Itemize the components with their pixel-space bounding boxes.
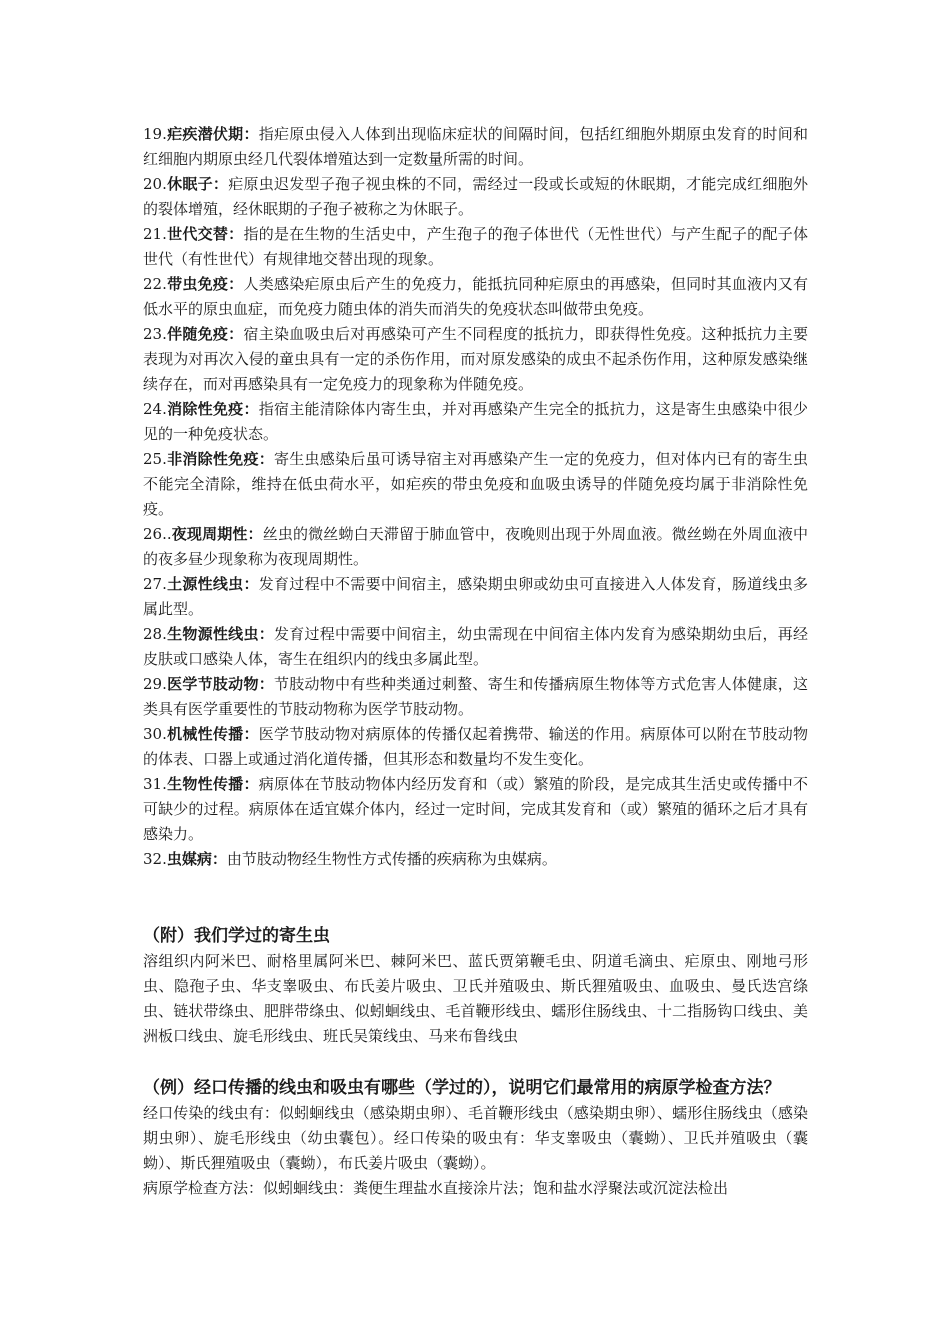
definition-entry xyxy=(143,322,808,397)
example-answer-2: 病原学检查方法：似蚓蛔线虫：粪便生理盐水直接涂片法；饱和盐水浮聚法或沉淀法检出 xyxy=(143,1179,729,1197)
definition-number: 27. xyxy=(143,575,167,593)
definition-number: 30. xyxy=(143,725,167,743)
definition-entry xyxy=(143,772,808,847)
appendix-title: （附）我们学过的寄生虫 xyxy=(143,926,330,946)
definition-entry xyxy=(143,447,808,522)
definition-entry xyxy=(143,847,808,872)
definition-number: 31. xyxy=(143,775,167,793)
definition-number: 20. xyxy=(143,175,167,193)
definition-term: 生物性传播： xyxy=(166,775,259,793)
definition-number: 29. xyxy=(143,675,167,693)
definition-text: 节肢动物中有些种类通过刺螯、寄生和传播病原生物体等方式危害人体健康，这类具有医学重要性的节肢动物称为医学节肢动物。 xyxy=(143,675,808,718)
definition-term: 虫媒病： xyxy=(166,850,227,868)
definition-number: 22. xyxy=(143,275,167,293)
definition-text: 病原体在节肢动物体内经历发育和（或）繁殖的阶段，是完成其生活史或传播中不可缺少的过程。病原体在适宜媒介体内，经过一定时间，完成其发育和（或）繁殖的循环之后才具有感染力。 xyxy=(143,775,808,843)
definition-entry xyxy=(143,722,808,772)
definition-entry xyxy=(143,222,808,272)
definition-number: 32. xyxy=(143,850,167,868)
definition-text: 疟原虫迟发型子孢子视虫株的不同，需经过一段或长或短的休眠期，才能完成红细胞外的裂体增殖，经休眠期的子孢子被称之为休眠子。 xyxy=(143,175,808,218)
document-body xyxy=(143,122,808,1201)
definition-entry xyxy=(143,522,808,572)
definition-term: 世代交替： xyxy=(166,225,244,243)
definition-list xyxy=(143,122,808,872)
definition-term: 非消除性免疫： xyxy=(166,450,274,468)
appendix-text: 溶组织内阿米巴、耐格里属阿米巴、棘阿米巴、蓝氏贾第鞭毛虫、阴道毛滴虫、疟原虫、刚地弓形虫、隐孢子虫、华支睾吸虫、布氏姜片吸虫、卫氏并殖吸虫、斯氏狸殖吸虫、血吸虫、曼氏迭宫绦虫、链状带绦虫、肥胖带绦虫、似蚓蛔线虫、毛首鞭形线虫、蠕形住肠线虫、十二指肠钩口线虫、美洲板口线虫、旋毛形线虫、班氏吴策线虫、马来布鲁线虫 xyxy=(143,952,808,1045)
definition-entry xyxy=(143,672,808,722)
definition-text: 发育过程中不需要中间宿主，感染期虫卵或幼虫可直接进入人体发育，肠道线虫多属此型。 xyxy=(143,575,808,618)
definition-text: 寄生虫感染后虽可诱导宿主对再感染产生一定的免疫力，但对体内已有的寄生虫不能完全清除，维持在低虫荷水平，如疟疾的带虫免疫和血吸虫诱导的伴随免疫均属于非消除性免疫。 xyxy=(143,450,808,518)
definition-text: 医学节肢动物对病原体的传播仅起着携带、输送的作用。病原体可以附在节肢动物的体表、口器上或通过消化道传播，但其形态和数量均不发生变化。 xyxy=(143,725,808,768)
definition-entry xyxy=(143,272,808,322)
definition-term: 带虫免疫： xyxy=(166,275,244,293)
definition-text: 人类感染疟原虫后产生的免疫力，能抵抗同种疟原虫的再感染，但同时其血液内又有低水平的原虫血症，而免疫力随虫体的消失而消失的免疫状态叫做带虫免疫。 xyxy=(143,275,808,318)
definition-number: 21. xyxy=(143,225,167,243)
definition-text: 由节肢动物经生物性方式传播的疾病称为虫媒病。 xyxy=(226,850,557,868)
definition-entry xyxy=(143,572,808,622)
definition-number: 26.. xyxy=(143,525,172,543)
definition-text: 丝虫的微丝蚴白天滞留于肺血管中，夜晚则出现于外周血液。微丝蚴在外周血液中的夜多昼少现象称为夜现周期性。 xyxy=(143,525,808,568)
definition-text: 指宿主能清除体内寄生虫，并对再感染产生完全的抵抗力，这是寄生虫感染中很少见的一种免疫状态。 xyxy=(143,400,808,443)
example-answer-1: 经口传染的线虫有：似蚓蛔线虫（感染期虫卵）、毛首鞭形线虫（感染期虫卵）、蠕形住肠线虫（感染期虫卵）、旋毛形线虫（幼虫囊包）。经口传染的吸虫有：华支睾吸虫（囊蚴）、卫氏并殖吸虫（囊蚴）、斯氏狸殖吸虫（囊蚴），布氏姜片吸虫（囊蚴）。 xyxy=(143,1104,808,1172)
definition-text: 指疟原虫侵入人体到出现临床症状的间隔时间，包括红细胞外期原虫发育的时间和红细胞内期原虫经几代裂体增殖达到一定数量所需的时间。 xyxy=(143,125,808,168)
definition-number: 28. xyxy=(143,625,167,643)
definition-entry xyxy=(143,622,808,672)
definition-entry xyxy=(143,122,808,172)
definition-term: 生物源性线虫： xyxy=(166,625,274,643)
definition-term: 机械性传播： xyxy=(166,725,259,743)
definition-text: 指的是在生物的生活史中，产生孢子的孢子体世代（无性世代）与产生配子的配子体世代（有性世代）有规律地交替出现的现象。 xyxy=(143,225,808,268)
definition-term: 消除性免疫： xyxy=(166,400,259,418)
definition-number: 25. xyxy=(143,450,167,468)
definition-number: 19. xyxy=(143,125,167,143)
definition-text: 发育过程中需要中间宿主，幼虫需现在中间宿主体内发育为感染期幼虫后，再经皮肤或口感染人体，寄生在组织内的线虫多属此型。 xyxy=(143,625,808,668)
definition-entry xyxy=(143,172,808,222)
definition-term: 休眠子： xyxy=(166,175,229,193)
definition-number: 23. xyxy=(143,325,167,343)
definition-term: 医学节肢动物： xyxy=(166,675,274,693)
definition-term: 疟疾潜伏期： xyxy=(166,125,259,143)
definition-term: 伴随免疫： xyxy=(166,325,244,343)
definition-entry xyxy=(143,397,808,447)
definition-term: 土源性线虫： xyxy=(166,575,259,593)
definition-term: 夜现周期性： xyxy=(171,525,263,543)
example-title: （例）经口传播的线虫和吸虫有哪些（学过的），说明它们最常用的病原学检查方法？ xyxy=(143,1078,781,1098)
definition-number: 24. xyxy=(143,400,167,418)
definition-text: 宿主染血吸虫后对再感染可产生不同程度的抵抗力，即获得性免疫。这种抵抗力主要表现为对再次入侵的童虫具有一定的杀伤作用，而对原发感染的成虫不起杀伤作用，这种原发感染继续存在，而对再感染具有一定免疫力的现象称为伴随免疫。 xyxy=(143,325,808,393)
